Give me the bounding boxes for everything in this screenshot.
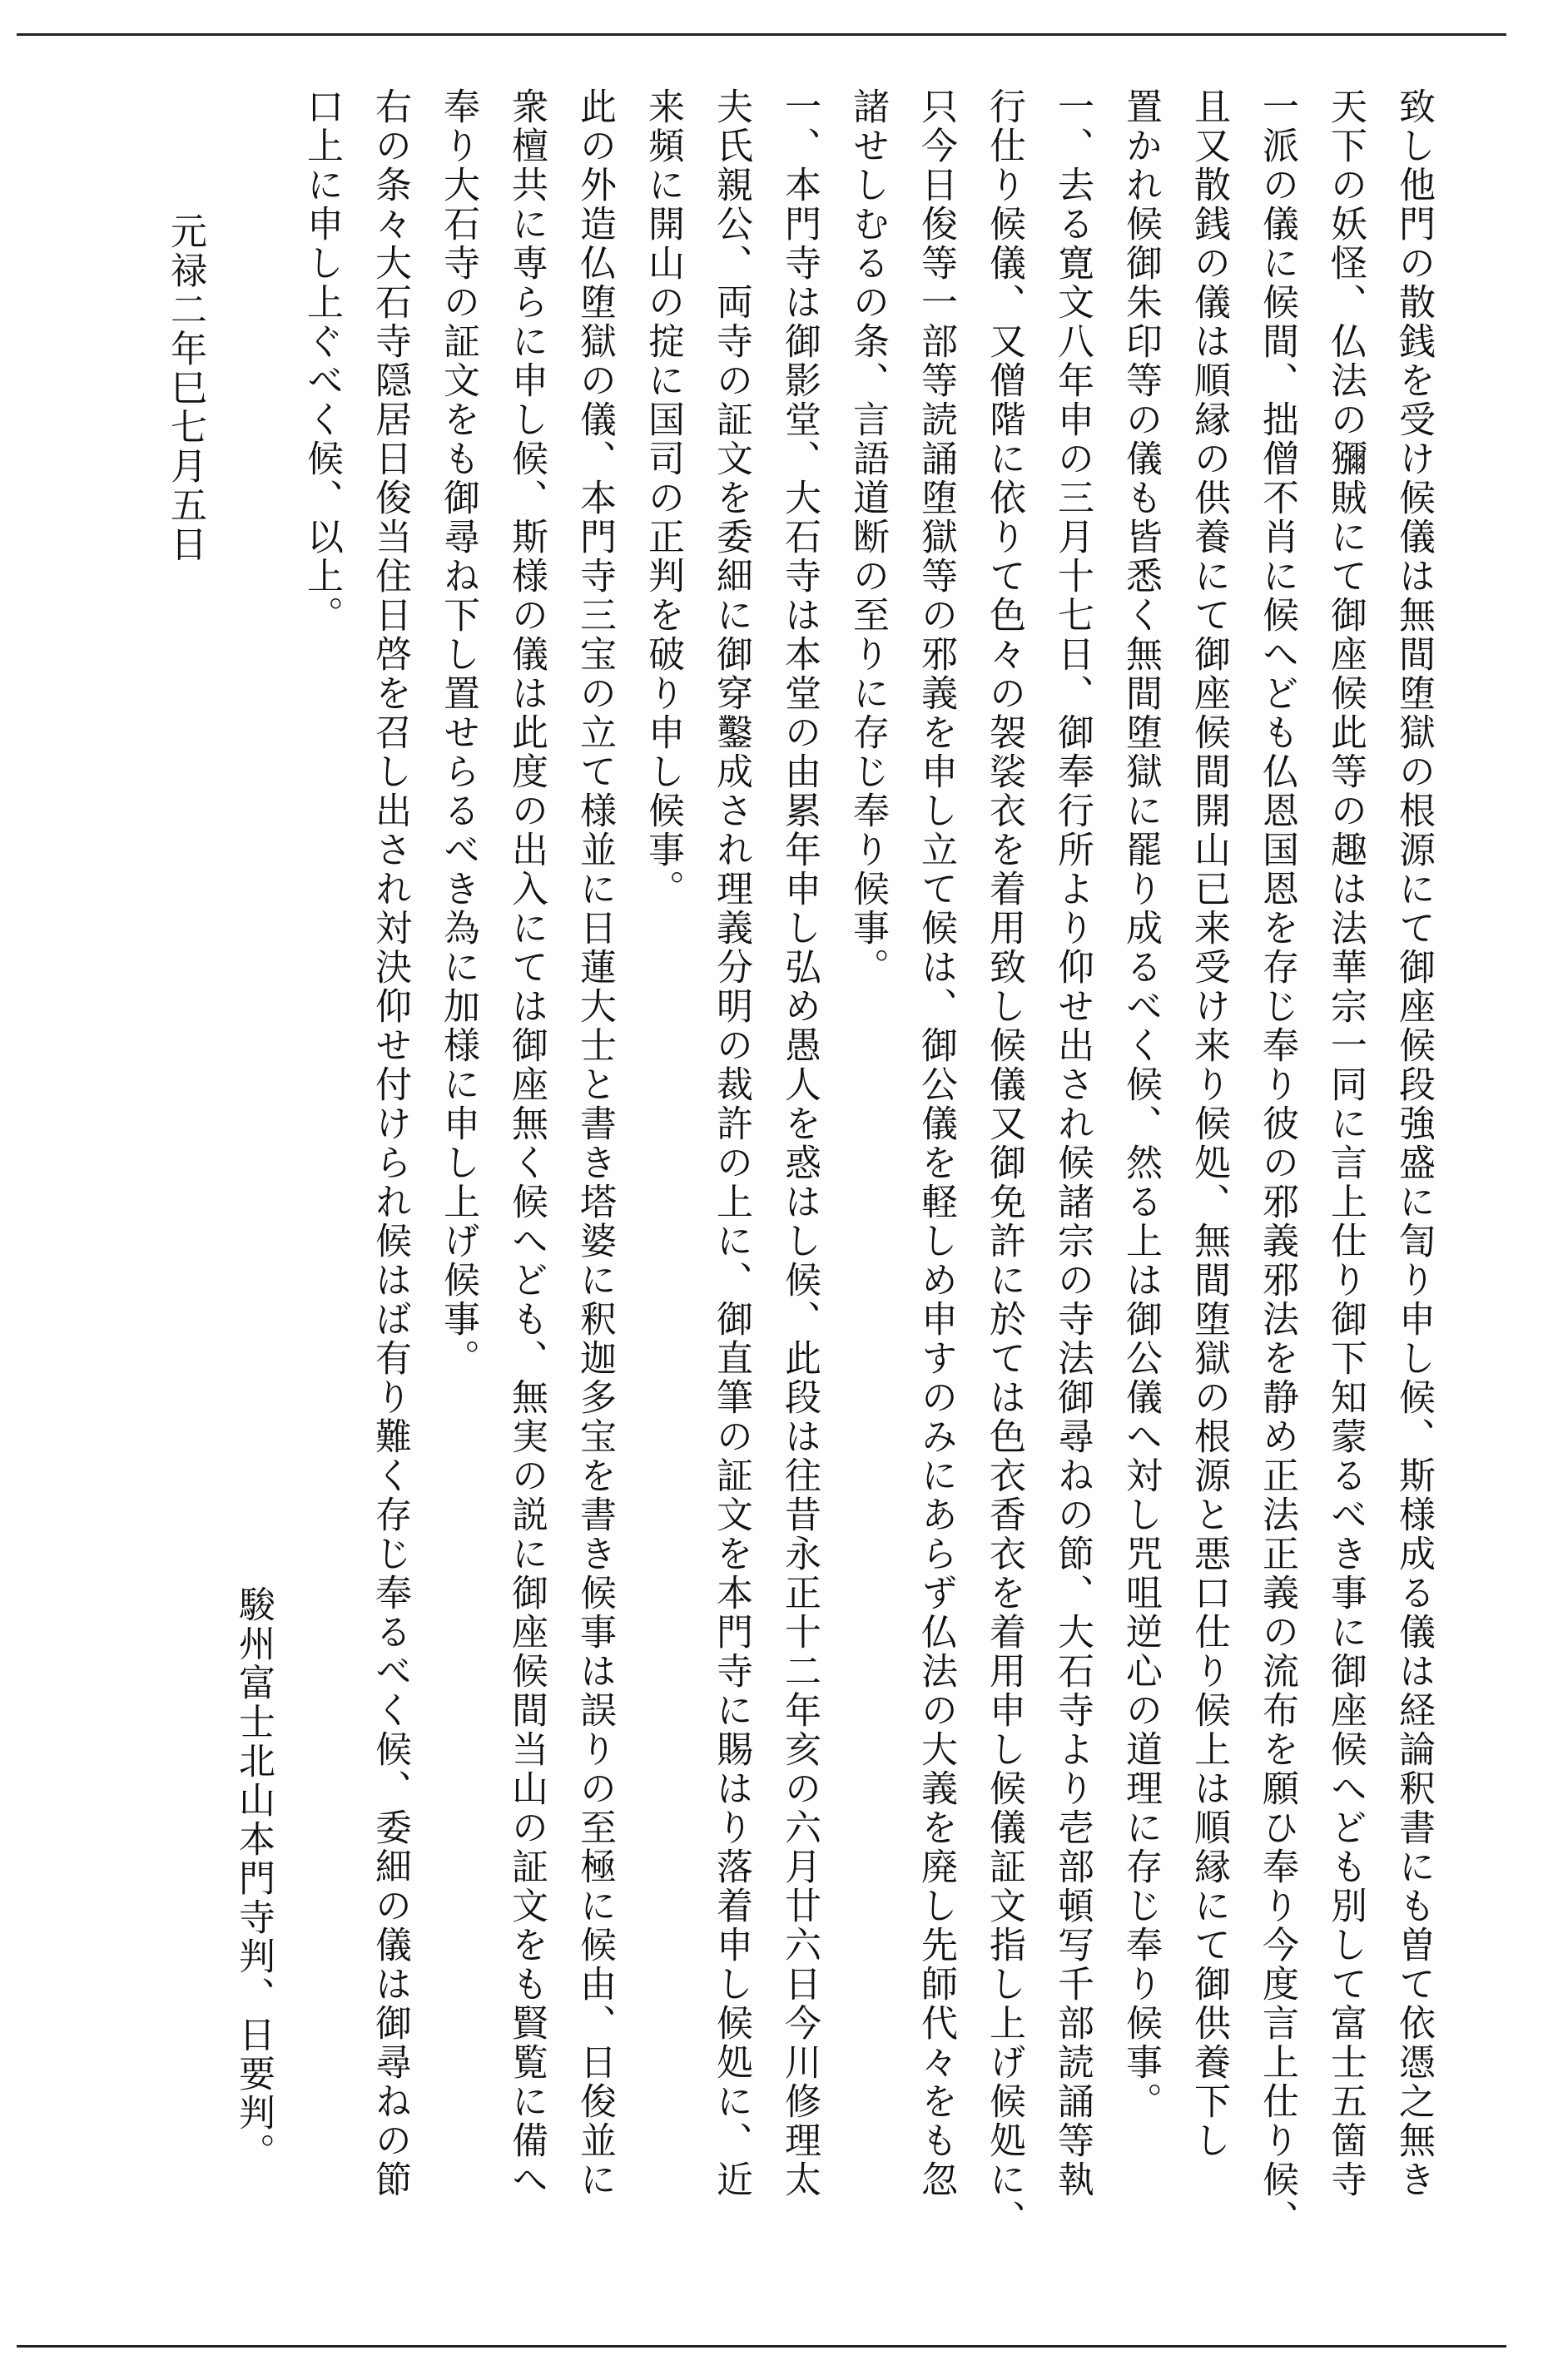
text-line-10: 一、本門寺は御影堂、大石寺は本堂の由累年申し弘め愚人を惑はし候、此段は往昔永正十二年亥の六月廿六日今川修理太 xyxy=(778,87,821,2199)
text-line-5: 置かれ候御朱印等の儀も皆悉く無間堕獄に罷り成るべく候、然る上は御公儀へ対し咒咀逆心の道理に存じ奉り候事。 xyxy=(1119,87,1162,2121)
text-line-15: 奉り大石寺の証文をも御尋ね下し置せらるべき為に加様に申し上げ候事。 xyxy=(437,87,479,1378)
bottom-rule xyxy=(17,2345,1506,2348)
text-line-7: 行仕り候儀、又僧階に依りて色々の袈裟衣を着用致し候儀又御免許に於ては色衣香衣を着用申し候儀証文指し上げ候処に、 xyxy=(983,87,1025,2239)
text-line-8: 只今日俊等一部等読誦堕獄等の邪義を申し立て候は、御公儀を軽しめ申すのみにあらず仏法の大義を廃し先師代々をも忽 xyxy=(915,87,957,2199)
text-line-2: 天下の妖怪、仏法の獼賊にて御座候此等の趣は法華宗一同に言上仕り御下知蒙るべき事に御座候へども別して富士五箇寺 xyxy=(1324,87,1367,2199)
text-line-3: 一派の儀に候間、拙僧不肖に候へども仏恩国恩を存じ奉り彼の邪義邪法を静め正法正義の流布を願ひ奉り今度言上仕り候、 xyxy=(1256,87,1298,2239)
document-body xyxy=(158,87,1440,2318)
signature-line: 駿州富士北山本門寺判、日要判。 xyxy=(232,1585,275,2172)
text-line-6: 一、去る寛文八年申の三月十七日、御奉行所より仰せ出され候諸宗の寺法御尋ねの節、大石寺より壱部頓写千部読誦等執 xyxy=(1051,87,1094,2199)
text-line-11: 夫氏親公、両寺の証文を委細に御穿鑿成され理義分明の裁許の上に、御直筆の証文を本門寺に賜はり落着申し候処に、近 xyxy=(710,87,752,2199)
top-rule xyxy=(17,33,1506,36)
text-line-13: 此の外造仏堕獄の儀、本門寺三宝の立て様並に日蓮大士と書き塔婆に釈迦多宝を書き候事は誤りの至極に候由、日俊並に xyxy=(573,87,616,2199)
text-line-12: 来頻に開山の掟に国司の正判を破り申し候事。 xyxy=(642,87,684,909)
text-line-17: 口上に申し上ぐべく候、以上。 xyxy=(300,87,343,635)
text-line-14: 衆檀共に専らに申し候、斯様の儀は此度の出入にては御座無く候へども、無実の説に御座候間当山の証文をも賢覧に備へ xyxy=(505,87,548,2199)
date-line: 元禄二年巳七月五日 xyxy=(164,212,206,564)
text-line-16: 右の条々大石寺隠居日俊当住日啓を召し出され対決仰せ付けられ候はば有り難く存じ奉るべく候、委細の儀は御尋ねの節 xyxy=(369,87,411,2199)
text-line-1: 致し他門の散銭を受け候儀は無間堕獄の根源にて御座候段強盛に訇り申し候、斯様成る儀は経論釈書にも曽て依憑之無き xyxy=(1392,87,1435,2199)
text-line-4: 且又散銭の儀は順縁の供養にて御座候間開山已来受け来り候処、無間堕獄の根源と悪口仕り候上は順縁にて御供養下し xyxy=(1188,87,1230,2160)
text-line-9: 諸せしむるの条、言語道断の至りに存じ奉り候事。 xyxy=(846,87,889,987)
